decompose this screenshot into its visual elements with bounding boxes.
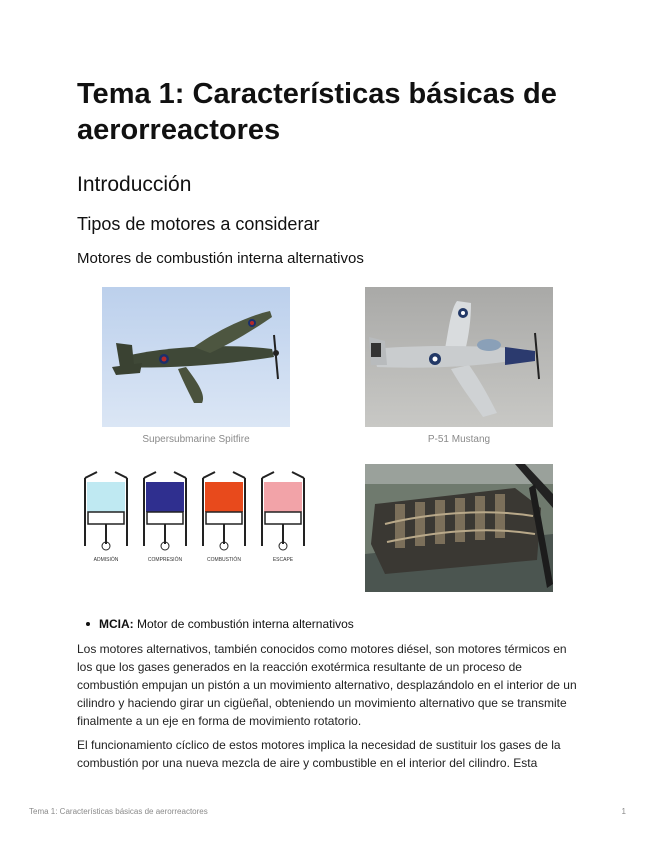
cylinder-compression <box>144 472 186 563</box>
engine-photo <box>365 464 553 592</box>
four-stroke-cycle-diagram <box>77 470 322 566</box>
subsubsection-heading: Motores de combustión interna alternativos <box>77 250 364 267</box>
cylinder-intake <box>85 472 127 563</box>
footer-title: Tema 1: Características básicas de aerorreactores <box>29 807 208 816</box>
bullet-term: MCIA: <box>99 617 134 631</box>
mustang-photo <box>365 287 553 427</box>
list-item <box>77 615 354 633</box>
bullet-dot-icon <box>86 622 90 626</box>
page-number: 1 <box>621 807 626 816</box>
bullet-text: Motor de combustión interna alternativos <box>133 617 354 631</box>
document-title: Tema 1: Características básicas de aerorreactores <box>77 78 557 146</box>
cycle-stage-label: ADMISIÓN <box>93 557 119 563</box>
paragraph: Los motores alternativos, también conocidos como motores diésel, son motores térmicos en los que los gases generados en la reacción exotérmica resultante de un proceso de combustión empujan un pistón a un movimiento alternativo, desplazándolo en el interior de un cilindro y haciendo girar un cigüeñal, obteniendo un movimiento alternativo que se transmite finalmente a un eje en forma de movimiento rotatorio. <box>77 642 577 728</box>
section-heading: Introducción <box>77 173 192 196</box>
cycle-stage-label: COMBUSTIÓN <box>207 557 241 563</box>
spitfire-caption: Supersubmarine Spitfire <box>142 434 250 445</box>
cycle-stage-label: ESCAPE <box>272 557 294 563</box>
cycle-stage-label: COMPRESIÓN <box>147 557 183 563</box>
bullet-list <box>77 615 354 633</box>
spitfire-photo <box>102 287 290 427</box>
paragraph: El funcionamiento cíclico de estos motores implica la necesidad de sustituir los gases de la combustión por una nueva mezcla de aire y combustible en el interior del cilindro. Esta <box>77 738 561 770</box>
cylinder-exhaust <box>262 472 304 563</box>
mustang-caption: P-51 Mustang <box>427 434 491 445</box>
subsection-heading: Tipos de motores a considerar <box>77 214 320 234</box>
cylinder-combustion <box>203 472 245 563</box>
